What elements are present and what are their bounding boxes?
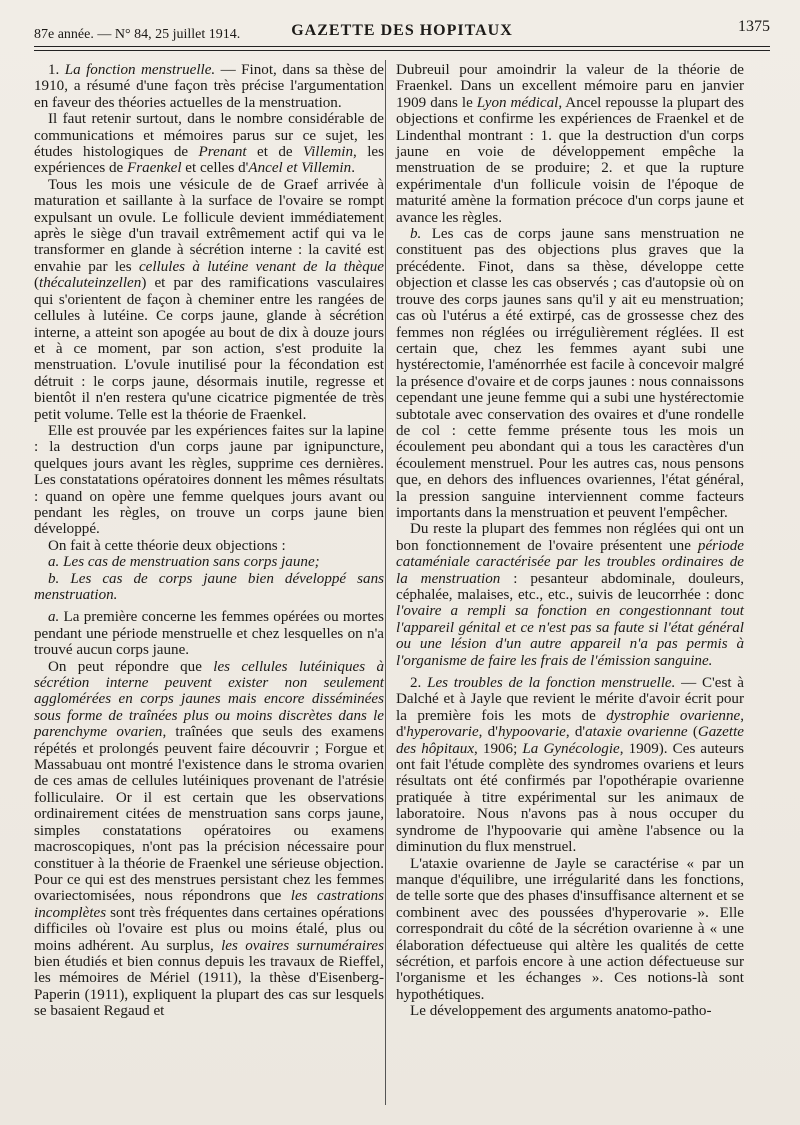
italic-run: b. [410,226,422,243]
text-run: sont très fréquentes dans certaines opérations difficiles où l'ovaire est plus ou moins étalé, plus ou moins adhérent. Au surplus, [34,904,384,954]
text-run: , Ancel repousse la plupart des objections et confirme les expériences de Fraenkel et de Lindenthal montrant : 1. que la destruction d'un corps jaune en voie de développement empêche la menstruation de se produire; 2. et que la rupture expérimentale d'un follicule voisin de l'époque de maturité amène la formation précoce d'un corps jaune et avance les règles. [396,94,744,226]
paragraph [34,62,384,111]
paragraph [396,62,744,226]
text-run: — Finot, dans sa thèse de 1910, a résumé d'une façon très précise l'argumentation en faveur des théories actuelles de la menstruation. [34,62,384,111]
text-run: Tous les mois une vésicule de de Graef arrivée à maturation et saillante à la surface de l'ovaire se rompt expulsant un ovule. Le follicule devient immédiatement après le siège d'un travail extrêmement actif qui va le transformer en glande à sécrétion interne : la cavité est envahie par les [34,176,384,275]
header-rule [34,46,770,51]
text-run: : pesanteur abdominale, douleurs, céphalée, malaises, etc., etc., suivis de leucorrhée : donc [396,570,744,603]
page-number: 1375 [738,18,770,35]
paragraph [396,675,744,855]
italic-run: Prenant [198,144,247,161]
italic-run: hyperovarie [406,724,479,741]
text-run: La première concerne les femmes opérées ou mortes pendant une période menstruelle et chez lesquelles on n'a trouvé aucun corps jaune. [34,609,384,659]
running-header [34,18,770,44]
paragraph: Elle est prouvée par les expériences faites sur la lapine : la destruction d'un corps jaune par ignipuncture, quelques jours avant les règles, supprime ces dernières. Les constatations opératoires donnent les mêmes résultats : quand on opère une femme quelques jours avant ou pendant les règles, on trouve un corps jaune bien développé. [34,422,384,538]
italic-run: ataxie ovarienne [585,724,688,741]
paragraph [396,521,744,669]
paragraph [34,609,384,658]
italic-run: a. [48,609,60,626]
text-run: Les cas de corps jaune sans menstruation ne constituent pas des objections plus graves que la précédente. Finot, dans sa thèse, développe cette objection et classe les cas observés ; cas d'autopsie où on trouve des corps jaunes sans qu'il y ait eu menstruation; cas où l'utérus a été extirpé, cas de grossesse chez des femmes non réglées ou irrégulièrement réglées. Il est certain que, chez les femmes ayant subi une hystérectomie, l'aménorrhée est facile à concevoir malgré la présence d'ovaire et de corps jaunes : nous connaissons cependant une jeune femme qui a subi une hystérectomie subtotale avec conservation des ovaires et d'une rondelle de col : cette femme présente tous les mois un écoulement peu abondant qui a tous les caractères d'un écoulement menstruel. Pour les autres cas, nous pensons que, en dehors des influences ovariennes, l'état général, la pression sanguine interviennent comme facteurs importants dans la menstruation et peuvent l'empêcher. [396,226,744,521]
text-run: , 1909). Ces auteurs ont fait l'étude complète des syndromes ovariens et leurs résultats ont été confirmés par l'opothérapie ovarienne pratiquée à titre expérimental sur les animaux de laboratoire. Nous n'avons pas à nous occuper du syndrome de l'hypoovarie qui amène l'absence ou la diminution du flux menstruel. [396,740,744,856]
paragraph [396,226,744,521]
text-run: et celles d' [181,160,249,177]
text-run: , d' [396,707,744,741]
italic-run: Villemin [303,144,354,161]
text-run: Du reste la plupart des femmes non réglées qui ont un bon fonctionnement de l'ovaire présentent une [396,521,744,554]
italic-run: les ovaires surnuméraires [221,937,384,954]
text-run: , d' [478,724,498,741]
paragraph: On fait à cette théorie deux objections : [48,537,286,554]
objection-b: b. Les cas de corps jaune bien développé sans menstruation. [34,570,384,603]
italic-run: hypoovarie [497,724,566,741]
italic-run: Fraenkel [127,160,182,177]
journal-title: GAZETTE DES HOPITAUX [291,22,513,39]
right-column [396,62,744,1020]
italic-run: Gazette des hôpitaux [396,724,744,757]
left-column [34,62,384,1020]
text-run: , les expériences de [34,144,384,177]
paragraph [34,177,384,423]
italic-run: thécaluteinzellen [39,275,142,292]
text-run: ( [34,275,40,292]
italic-run: Ancel et Villemin [248,160,352,177]
text-run: , traînées que seuls des examens répétés et prolongés peuvent faire découvrir ; Forgue et Massabuau ont montré l'existence dans le stroma ovarien de ces amas de cellules lutéiniques provenant de l'atrésie folliculaire. Or il est certain que les observations ordinairement citées de menstruation sans corps jaune, simples constatations opératoires ou examens macroscopiques, n'ont pas la précision nécessaire pour constituer à la théorie de Fraenkel une sérieuse objection. Pour ce qui est des menstrues persistant chez les femmes ovariectomisées, nous répondrons que [34,724,384,905]
italic-run: période cataméniale caractérisée par les troubles ordinaires de la menstruation [396,537,744,587]
section-heading: Les troubles de la fonction menstruelle. [427,675,676,692]
column-divider [385,60,386,1105]
text-run: — C'est à Dalché et à Jayle que revient le mérite d'avoir écrit pour la première fois les mots de [396,675,745,724]
italic-run: cellules à lutéine venant de la thèque [138,258,385,275]
paragraph [34,659,384,1020]
text-run: , d' [565,724,586,741]
text-run: . [351,160,355,177]
italic-run: l'ovaire a rempli sa fonction en congestionnant tout l'appareil génital et ce n'est pas sa faute si l'état général ou une lésion d'un autre appareil n'a pas permis à l'organisme de faire les frais de l'émission sanguine. [396,603,744,669]
text-run: Il faut retenir surtout, dans le nombre considérable de communications et mémoires parus sur ce sujet, les études histologiques de [34,111,384,161]
text-run: bien étudiés et bien connus depuis les travaux de Rieffel, les mémoires de Mériel (1911), la thèse d'Eisenberg-Paperin (1911), expliquent la plupart des cas sur lesquels se basaient Regaud et [34,953,384,1020]
text-run: et de [246,144,303,161]
italic-run: les cellules lutéiniques à sécrétion interne peuvent exister non seulement agglomérées en corps jaunes mais encore disséminées sous forme de traînées plus ou moins discrètes dans le parenchyme ovarien [34,658,384,741]
italic-run: dystrophie ovarienne [606,707,741,724]
text-run: Dubreuil pour amoindrir la valeur de la théorie de Fraenkel. Dans un excellent mémoire paru en janvier 1909 dans le [396,62,744,111]
section-heading: La fonction menstruelle. [64,62,216,78]
text-run: ) et par des ramifications vasculaires qui s'orientent de façon à cheminer entre les rangées de cellules à lutéine. Ce corps jaune, glande à sécrétion interne, a atteint son apogée au bout de dix à douze jours et à ce moment, par son action, s'est produite la menstruation. L'ovule inutilisé pour la fécondation est détruit : le corps jaune, désormais inutile, regresse et bientôt il n'en restera qu'une cicatrice pigmentée de très petit volume. Telle est la théorie de Fraenkel. [34,275,384,423]
paragraph: Le développement des arguments anatomo-patho- [410,1003,712,1020]
italic-run: La Gynécologie [522,740,620,757]
objection-a: a. Les cas de menstruation sans corps jaune; [48,554,320,571]
italic-run: les castrations incomplètes [34,888,384,921]
issue-info: 87e année. — N° 84, 25 juillet 1914. [34,27,241,42]
italic-run: Lyon médical [476,94,559,111]
paragraph: L'ataxie ovarienne de Jayle se caractérise « par un manque d'équilibre, une irrégularité dans les fonctions, de telle sorte que des phases d'insuffisance alternent et se combinent avec des poussées d'hyperovarie ». Elle correspondrait du côté de la sécrétion ovarienne à « une élaboration défectueuse qui altère les qualités de cette sécrétion, et parfois encore à une action défectueuse sur l'organisme et les échanges ». Ces notions-là sont hypothétiques. [396,855,744,1003]
text-run: , 1906; [474,740,523,757]
text-run: On peut répondre que [48,658,214,675]
paragraph [34,111,384,177]
section-number: 2. [410,675,428,692]
section-number: 1. [48,62,65,78]
text-run: ( [687,724,698,741]
